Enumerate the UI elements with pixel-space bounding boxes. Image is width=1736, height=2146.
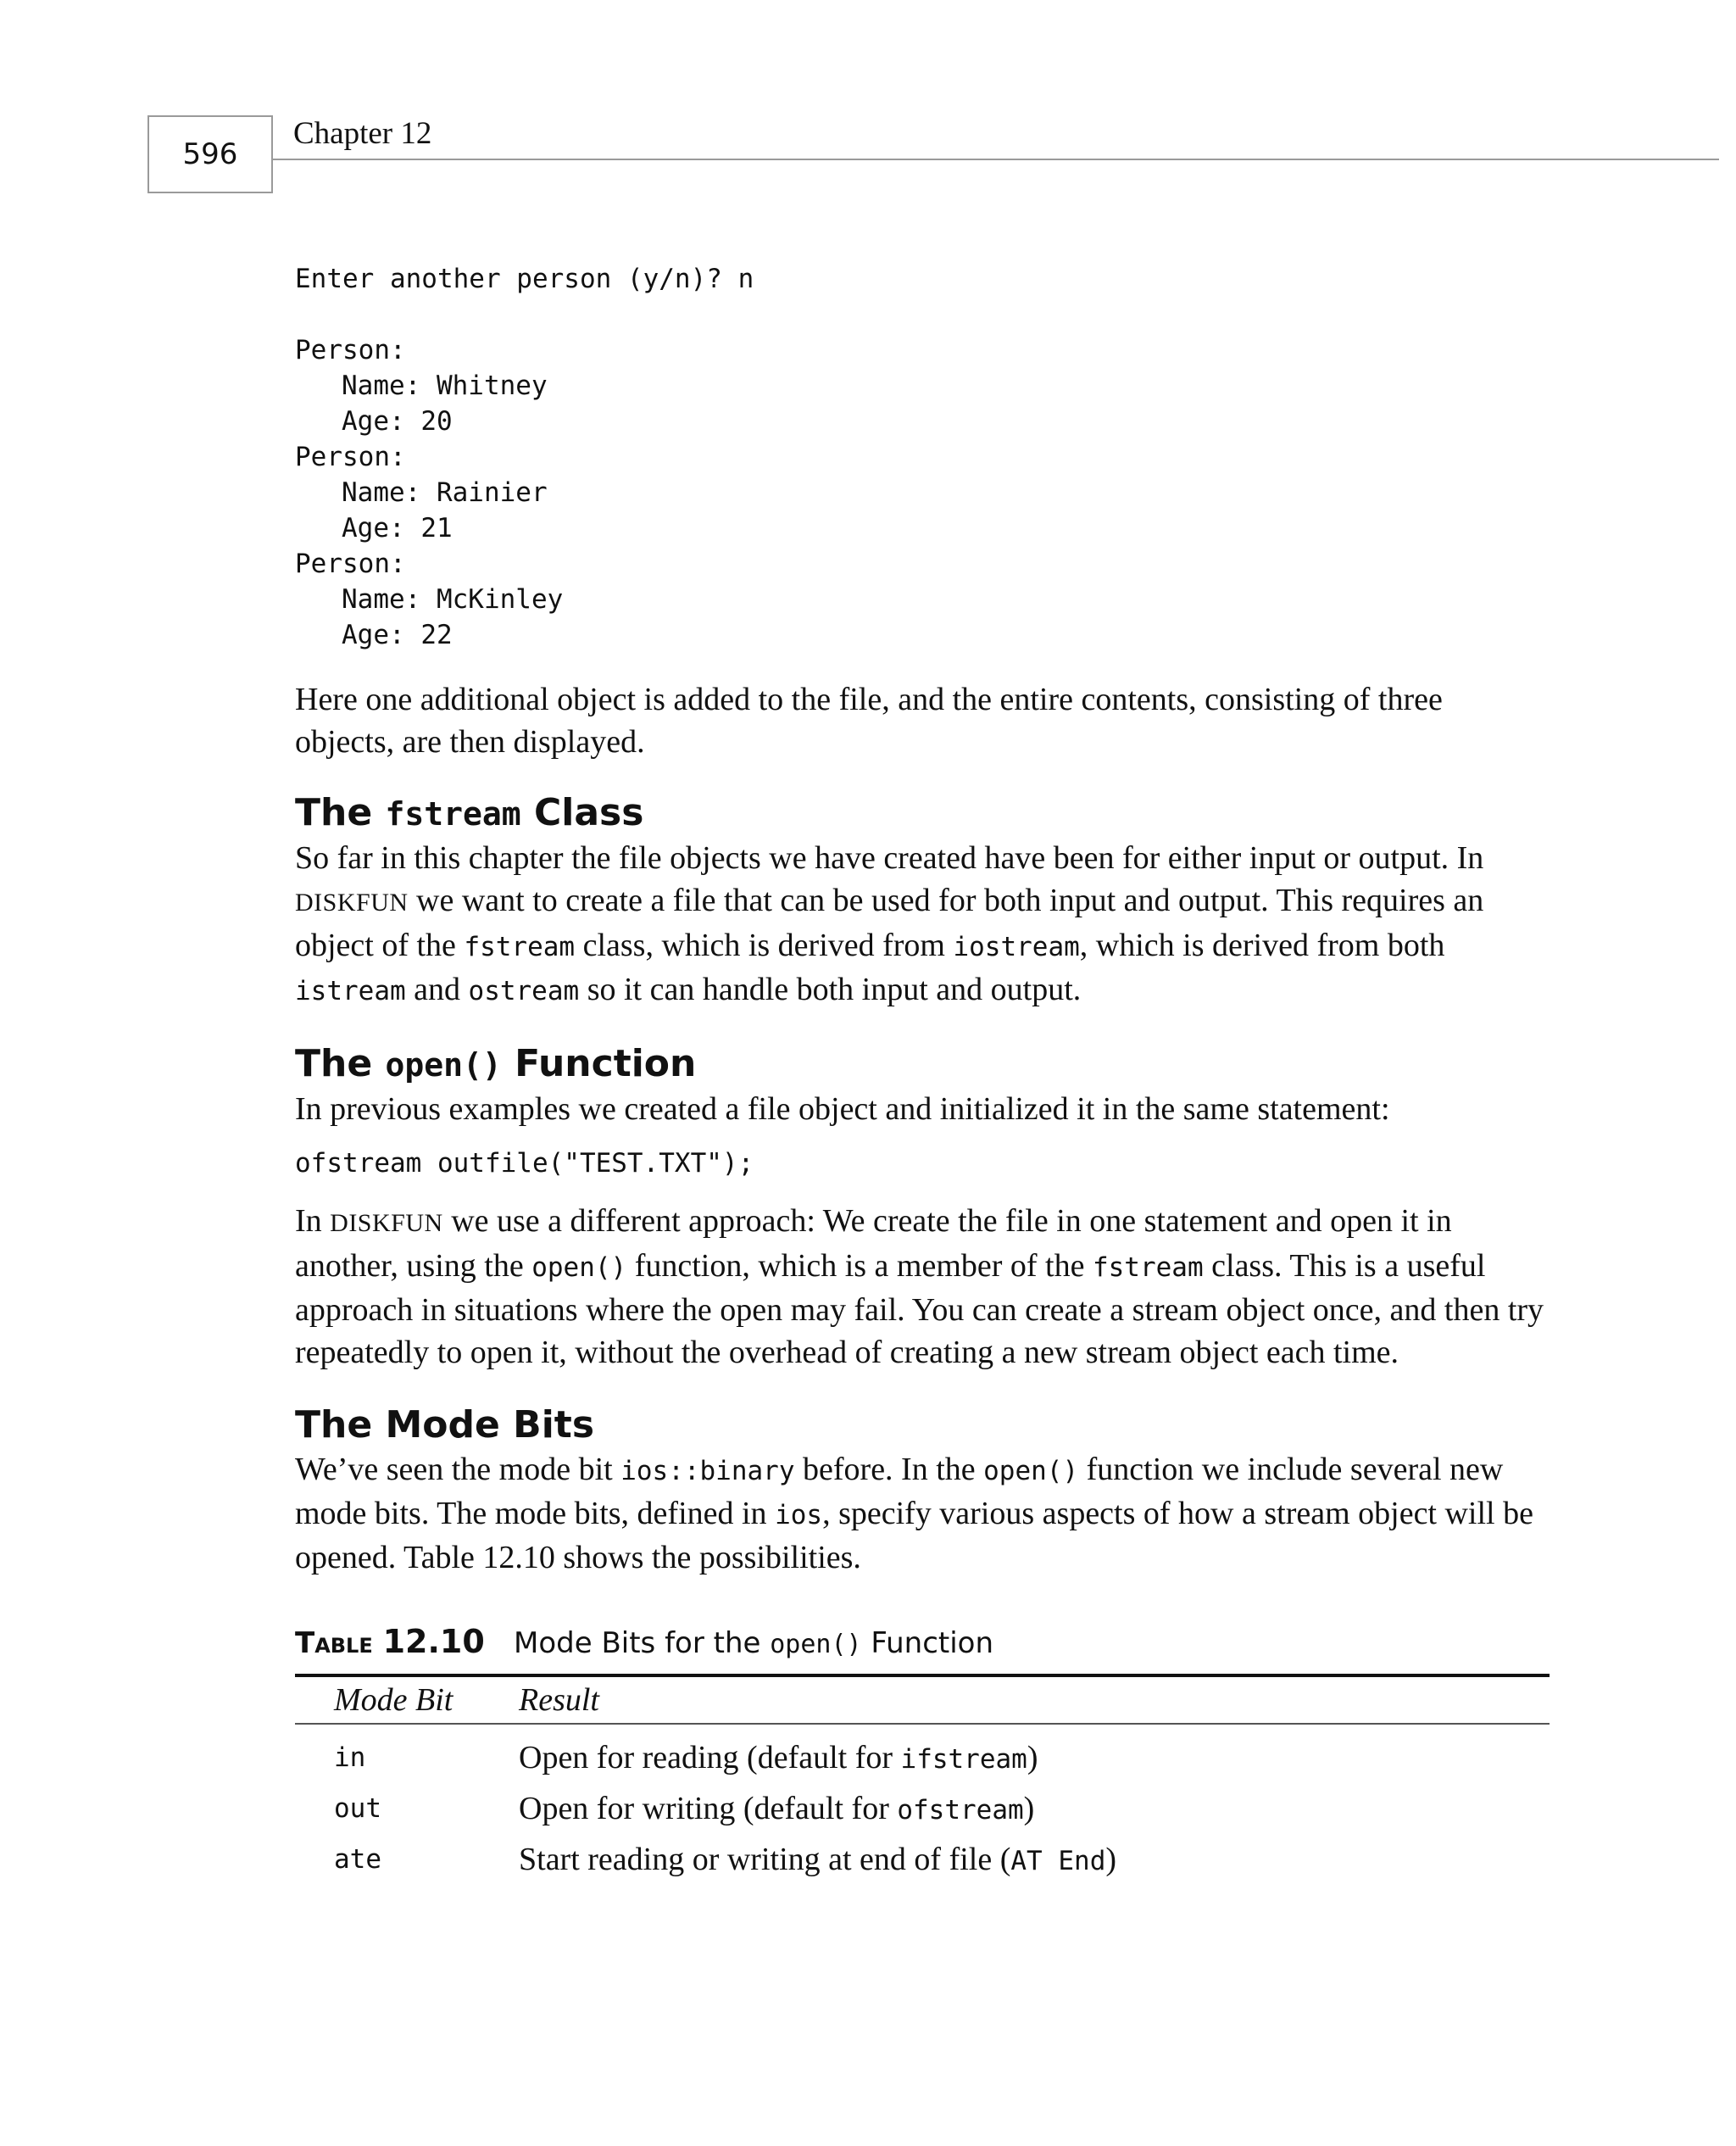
paragraph-mode-bits: We’ve seen the mode bit ios::binary before. In the open() function we include several new mode bits. The mode bits, defined in ios, specify various aspects of how a stream object will be opened. Table 12.10 shows the possibilities. (295, 1452, 1533, 1575)
code-line: Person: (295, 442, 406, 472)
chapter-title: Chapter 12 (293, 116, 432, 151)
mode-bit-cell: out (334, 1793, 381, 1824)
paragraph-open-intro: In previous examples we created a file object and initialized it in the same statement: (295, 1091, 1390, 1127)
table-title: Mode Bits for the open() Function (514, 1626, 994, 1660)
page-number: 596 (147, 115, 273, 193)
code-blank-line (295, 297, 1550, 332)
code-line: Age: 21 (342, 513, 453, 543)
table-row (295, 1835, 1550, 1886)
code-line: Enter another person (y/n)? n (295, 264, 754, 294)
result-cell: Open for reading (default for ifstream) (519, 1740, 1038, 1775)
code-line: Age: 20 (342, 406, 453, 437)
paragraph-additional-object: Here one additional object is added to the file, and the entire contents, consisting of three objects, are then displayed. (295, 682, 1443, 760)
column-header-result: Result (519, 1682, 599, 1718)
paragraph-fstream: So far in this chapter the file objects we have created have been for either input or output. In DISKFUN we want to create a file that can be used for both input and output. This requires an object of the fstream class, which is derived from iostream, which is derived from both istream and ostream so it can handle both input and output. (295, 840, 1484, 1007)
table-label: Table 12.10 (295, 1623, 485, 1660)
code-line: Name: Whitney (342, 371, 548, 401)
mode-bits-table (295, 1623, 1550, 1886)
code-line: Age: 22 (342, 620, 453, 650)
code-line: Name: Rainier (342, 477, 548, 508)
code-line: ofstream outfile("TEST.TXT"); (295, 1148, 754, 1179)
page-content (295, 261, 1550, 1886)
code-line: Name: McKinley (342, 584, 564, 615)
program-output (295, 261, 1550, 653)
mode-bit-cell: in (334, 1742, 366, 1773)
code-line: Person: (295, 335, 406, 365)
heading-fstream-class: The fstream Class (295, 791, 644, 834)
paragraph-open: In DISKFUN we use a different approach: We create the file in one statement and open it in another, using the open() function, which is a member of the fstream class. This is a useful approach in situations where the open may fail. You can create a stream object once, and then try repeatedly to open it, without the overhead of creating a new stream object each time. (295, 1203, 1544, 1370)
table-row (295, 1733, 1550, 1784)
result-cell: Start reading or writing at end of file (AT End) (519, 1842, 1117, 1877)
code-line: Person: (295, 549, 406, 579)
table-header-row (295, 1677, 1550, 1725)
column-header-mode-bit: Mode Bit (334, 1682, 453, 1718)
table-caption (295, 1623, 1550, 1664)
heading-mode-bits: The Mode Bits (295, 1403, 595, 1446)
result-cell: Open for writing (default for ofstream) (519, 1791, 1035, 1826)
heading-open-function: The open() Function (295, 1042, 697, 1085)
header-rule (273, 159, 1719, 160)
table-row (295, 1784, 1550, 1835)
mode-bit-cell: ate (334, 1844, 381, 1875)
code-ofstream (295, 1145, 1550, 1181)
